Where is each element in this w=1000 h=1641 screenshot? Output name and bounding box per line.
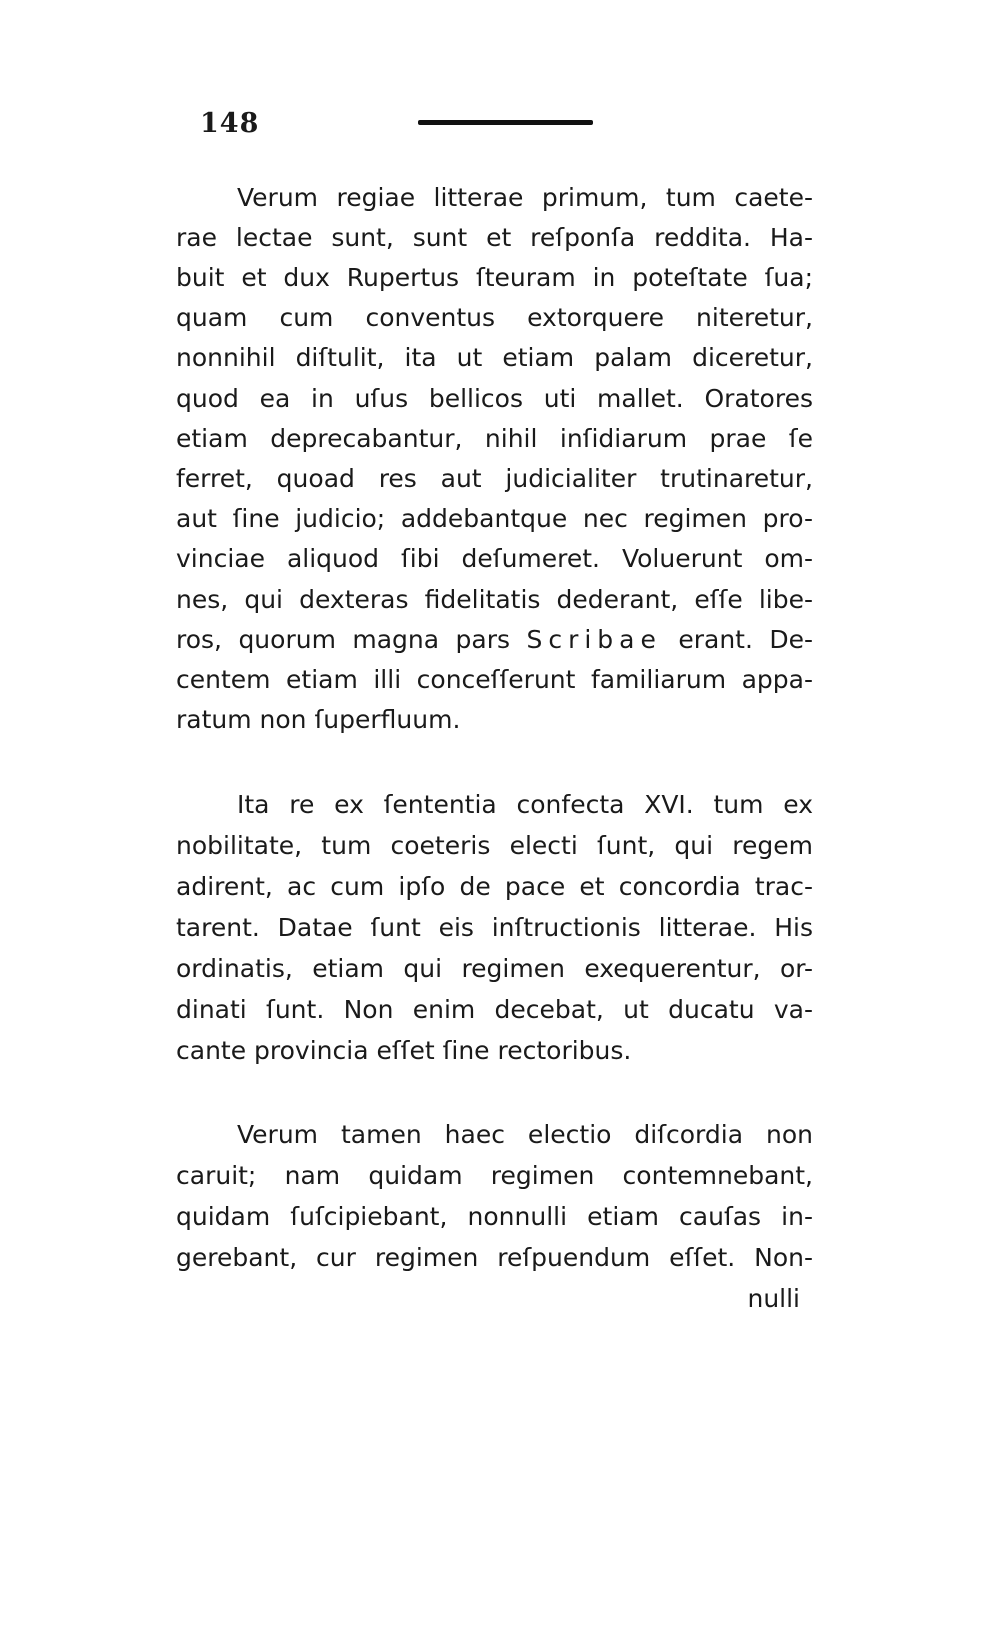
text-line: Verum regiae litterae primum, tum caete- [237,183,813,212]
text-line: rae lectae sunt, sunt et reſponſa reddita. Ha- [176,223,813,252]
catchword: nulli [747,1284,800,1313]
text-line: ratum non ſuperfluum. [176,705,461,734]
header-rule [418,120,593,125]
text-line: buit et dux Rupertus ſteuram in poteſtate ſua; [176,263,813,292]
page-number: 148 [200,108,260,139]
text-line: Ita re ex ſententia confecta XVI. tum ex [237,790,813,819]
text-line: tarent. Datae ſunt eis inſtructionis litterae. His [176,913,813,942]
text-line: nes, qui dexteras fidelitatis dederant, eſſe libe- [176,585,813,614]
text-line: etiam deprecabantur, nihil inſidiarum prae ſe [176,424,813,453]
text-line: ferret, quoad res aut judicialiter trutinaretur, [176,464,813,493]
text-line-with-spaced-word [176,620,813,660]
text-line: cante provincia eſſet ſine rectoribus. [176,1036,632,1065]
text-line: adirent, ac cum ipſo de pace et concordia trac- [176,872,813,901]
text-line: quam cum conventus extorquere niteretur, [176,303,813,332]
spaced-word: Scribae [526,625,662,654]
text-fragment: ros, quorum magna pars [176,625,511,654]
text-line: dinati ſunt. Non enim decebat, ut ducatu va- [176,995,813,1024]
text-line: centem etiam illi conceſſerunt familiarum appa- [176,665,813,694]
text-line: vinciae aliquod ſibi deſumeret. Voluerunt om- [176,544,813,573]
text-line: quod ea in uſus bellicos uti mallet. Oratores [176,384,813,413]
text-line: Verum tamen haec electio diſcordia non [237,1120,813,1149]
text-line: nobilitate, tum coeteris electi ſunt, qui regem [176,831,813,860]
text-line: caruit; nam quidam regimen contemnebant, [176,1161,813,1190]
text-line: aut ſine judicio; addebantque nec regimen pro- [176,504,813,533]
text-line: gerebant, cur regimen reſpuendum eſſet. Non- [176,1243,813,1272]
text-fragment: erant. De- [678,625,814,654]
text-line: nonnihil diſtulit, ita ut etiam palam diceretur, [176,343,813,372]
text-line: quidam ſuſcipiebant, nonnulli etiam cauſas in- [176,1202,813,1231]
text-line: ordinatis, etiam qui regimen exequerentur, or- [176,954,813,983]
